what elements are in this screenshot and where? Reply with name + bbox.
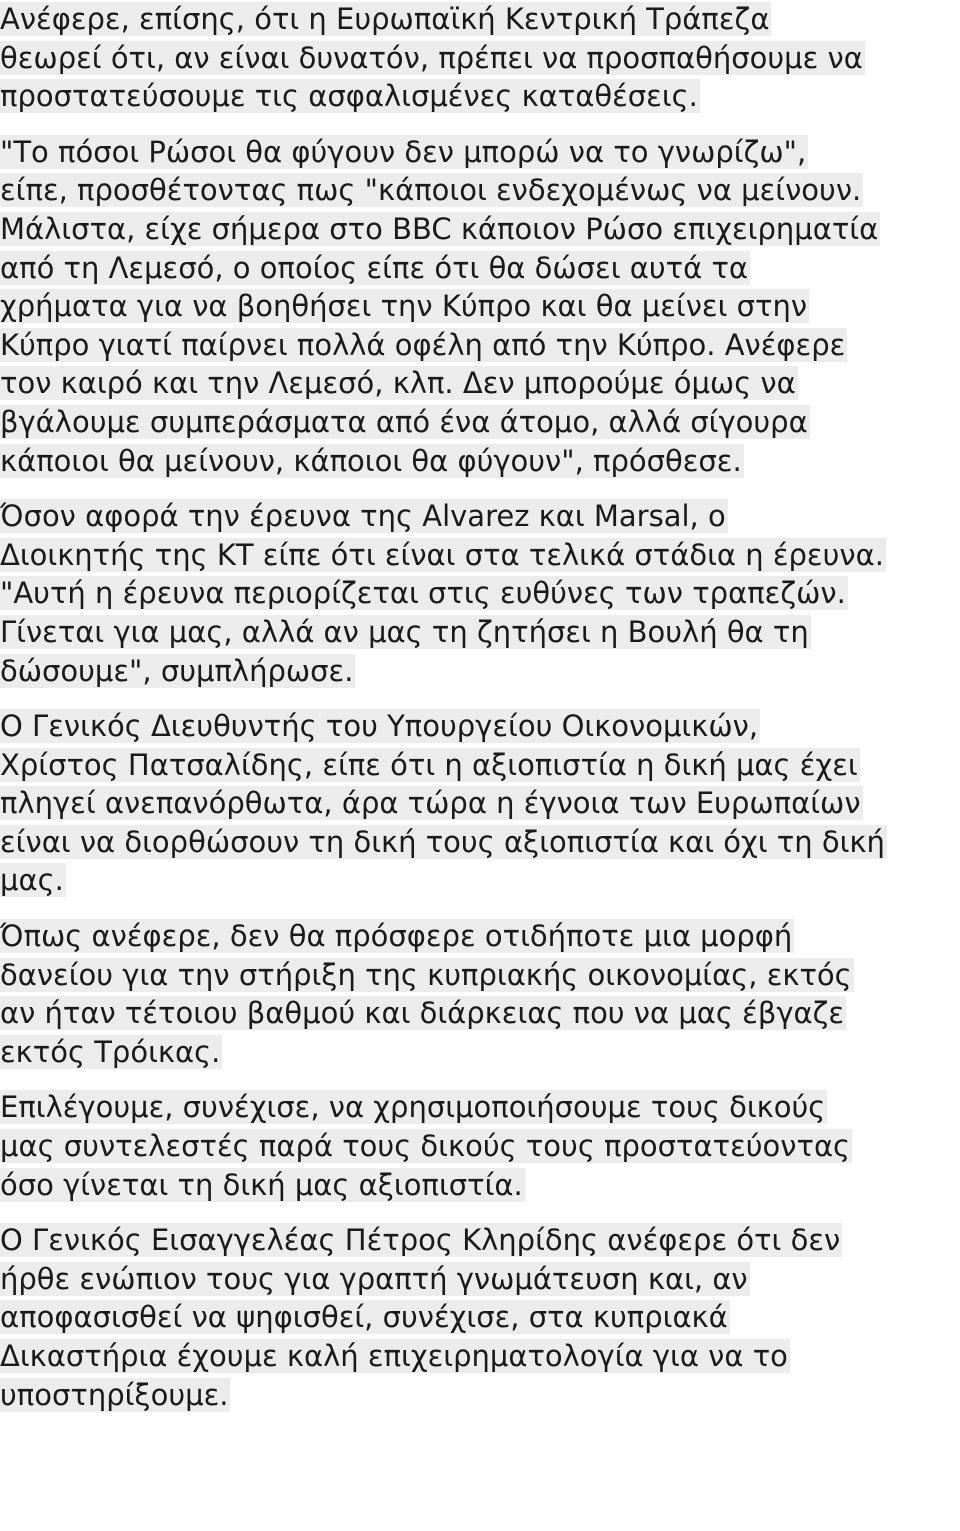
text-line <box>0 823 960 862</box>
text-line <box>0 956 960 995</box>
text-line <box>0 39 960 78</box>
text-line <box>0 574 960 613</box>
text-line <box>0 652 960 691</box>
text-line <box>0 917 960 956</box>
text-line-content: Μάλιστα, είχε σήμερα στο BBC κάποιον Ρώσο επιχειρηματία <box>0 211 879 246</box>
text-line-content: Ανέφερε, επίσης, ότι η Ευρωπαϊκή Κεντρική Τράπεζα <box>0 2 770 36</box>
text-line <box>0 1337 960 1376</box>
text-line <box>0 707 960 746</box>
text-line <box>0 1260 960 1299</box>
text-line <box>0 442 960 481</box>
text-line-content: Δικαστήρια έχουμε καλή επιχειρηματολογία για να το <box>0 1339 788 1373</box>
text-line-content: Επιλέγουμε, συνέχισε, να χρησιμοποιήσουμε τους δικούς <box>0 1090 826 1125</box>
text-line-content: θεωρεί ότι, αν είναι δυνατόν, πρέπει να προσπαθήσουμε να <box>0 40 863 75</box>
text-line-content: αν ήταν τέτοιου βαθμού και διάρκειας που να μας έβγαζε <box>0 996 845 1031</box>
text-line <box>0 536 960 575</box>
text-line-content: κάποιοι θα μείνουν, κάποιοι θα φύγουν", πρόσθεσε. <box>0 443 742 478</box>
text-line-content: Ο Γενικός Εισαγγελέας Πέτρος Κληρίδης ανέφερε ότι δεν <box>0 1223 841 1258</box>
paragraph-1 <box>0 0 960 116</box>
text-line-content: μας συντελεστές παρά τους δικούς τους προστατεύοντας <box>0 1129 851 1164</box>
text-line-content: μας. <box>0 863 64 898</box>
text-line-content: Κύπρο γιατί παίρνει πολλά οφέλη από την Κύπρο. Ανέφερε <box>0 327 846 362</box>
text-line <box>0 1088 960 1127</box>
text-line <box>0 861 960 900</box>
text-line <box>0 1033 960 1072</box>
text-line-content: αποφασισθεί να ψηφισθεί, συνέχισε, στα κυπριακά <box>0 1300 728 1335</box>
text-line-content: βγάλουμε συμπεράσματα από ένα άτομο, αλλά σίγουρα <box>0 404 808 439</box>
text-line <box>0 497 960 536</box>
text-line <box>0 994 960 1033</box>
text-line-content: εκτός Τρόικας. <box>0 1034 221 1069</box>
text-line-content: όσο γίνεται τη δική μας αξιοπιστία. <box>0 1167 523 1202</box>
text-line <box>0 77 960 116</box>
text-line <box>0 613 960 652</box>
text-line <box>0 1127 960 1166</box>
text-line <box>0 364 960 403</box>
text-line-content: ήρθε ενώπιον τους για γραπτή γνωμάτευση και, αν <box>0 1261 748 1296</box>
text-line <box>0 1166 960 1205</box>
text-line-content: Όπως ανέφερε, δεν θα πρόσφερε οτιδήποτε μια μορφή <box>0 919 793 954</box>
text-line <box>0 1376 960 1415</box>
text-line-content: τον καιρό και την Λεμεσό, κλπ. Δεν μπορούμε όμως να <box>0 366 796 401</box>
text-line <box>0 210 960 249</box>
paragraph-7 <box>0 1221 960 1414</box>
text-line-content: πληγεί ανεπανόρθωτα, άρα τώρα η έγνοια των Ευρωπαίων <box>0 786 861 821</box>
text-line <box>0 784 960 823</box>
text-line-content: προστατεύσουμε τις ασφαλισμένες καταθέσεις. <box>0 79 698 114</box>
text-line-content: υποστηρίξουμε. <box>0 1377 229 1412</box>
text-line <box>0 171 960 210</box>
paragraph-3 <box>0 497 960 690</box>
text-line <box>0 746 960 785</box>
paragraph-2 <box>0 133 960 480</box>
text-line-content: Διοικητής της ΚΤ είπε ότι είναι στα τελικά στάδια η έρευνα. <box>0 537 884 572</box>
text-line <box>0 249 960 288</box>
text-line-content: Ο Γενικός Διευθυντής του Υπουργείου Οικονομικών, <box>0 709 759 744</box>
text-line-content: δώσουμε", συμπλήρωσε. <box>0 653 354 688</box>
text-line <box>0 1221 960 1260</box>
text-line-content: είναι να διορθώσουν τη δική τους αξιοπιστία και όχι τη δική <box>0 824 885 859</box>
paragraph-5 <box>0 917 960 1071</box>
text-line-content: "Αυτή η έρευνα περιορίζεται στις ευθύνες των τραπεζών. <box>0 576 846 611</box>
paragraph-6 <box>0 1088 960 1204</box>
text-line-content: Χρίστος Πατσαλίδης, είπε ότι η αξιοπιστία η δική μας έχει <box>0 747 858 782</box>
text-line-content: Όσον αφορά την έρευνα της Alvarez και Marsal, ο <box>0 499 726 534</box>
text-line-content: είπε, προσθέτοντας πως "κάποιοι ενδεχομένως να μείνουν. <box>0 173 862 208</box>
text-line-content: χρήματα για να βοηθήσει την Κύπρο και θα μείνει στην <box>0 289 808 324</box>
text-line-content: Γίνεται για μας, αλλά αν μας τη ζητήσει η Βουλή θα τη <box>0 614 809 649</box>
paragraph-4 <box>0 707 960 900</box>
text-line <box>0 326 960 365</box>
text-line <box>0 133 960 172</box>
text-line-content: "Το πόσοι Ρώσοι θα φύγουν δεν μπορώ να το γνωρίζω", <box>0 134 807 169</box>
text-line <box>0 287 960 326</box>
text-line <box>0 403 960 442</box>
text-line <box>0 0 960 39</box>
text-line-content: από τη Λεμεσό, ο οποίος είπε ότι θα δώσει αυτά τα <box>0 250 749 285</box>
text-line <box>0 1298 960 1337</box>
text-line-content: δανείου για την στήριξη της κυπριακής οικονομίας, εκτός <box>0 957 852 992</box>
